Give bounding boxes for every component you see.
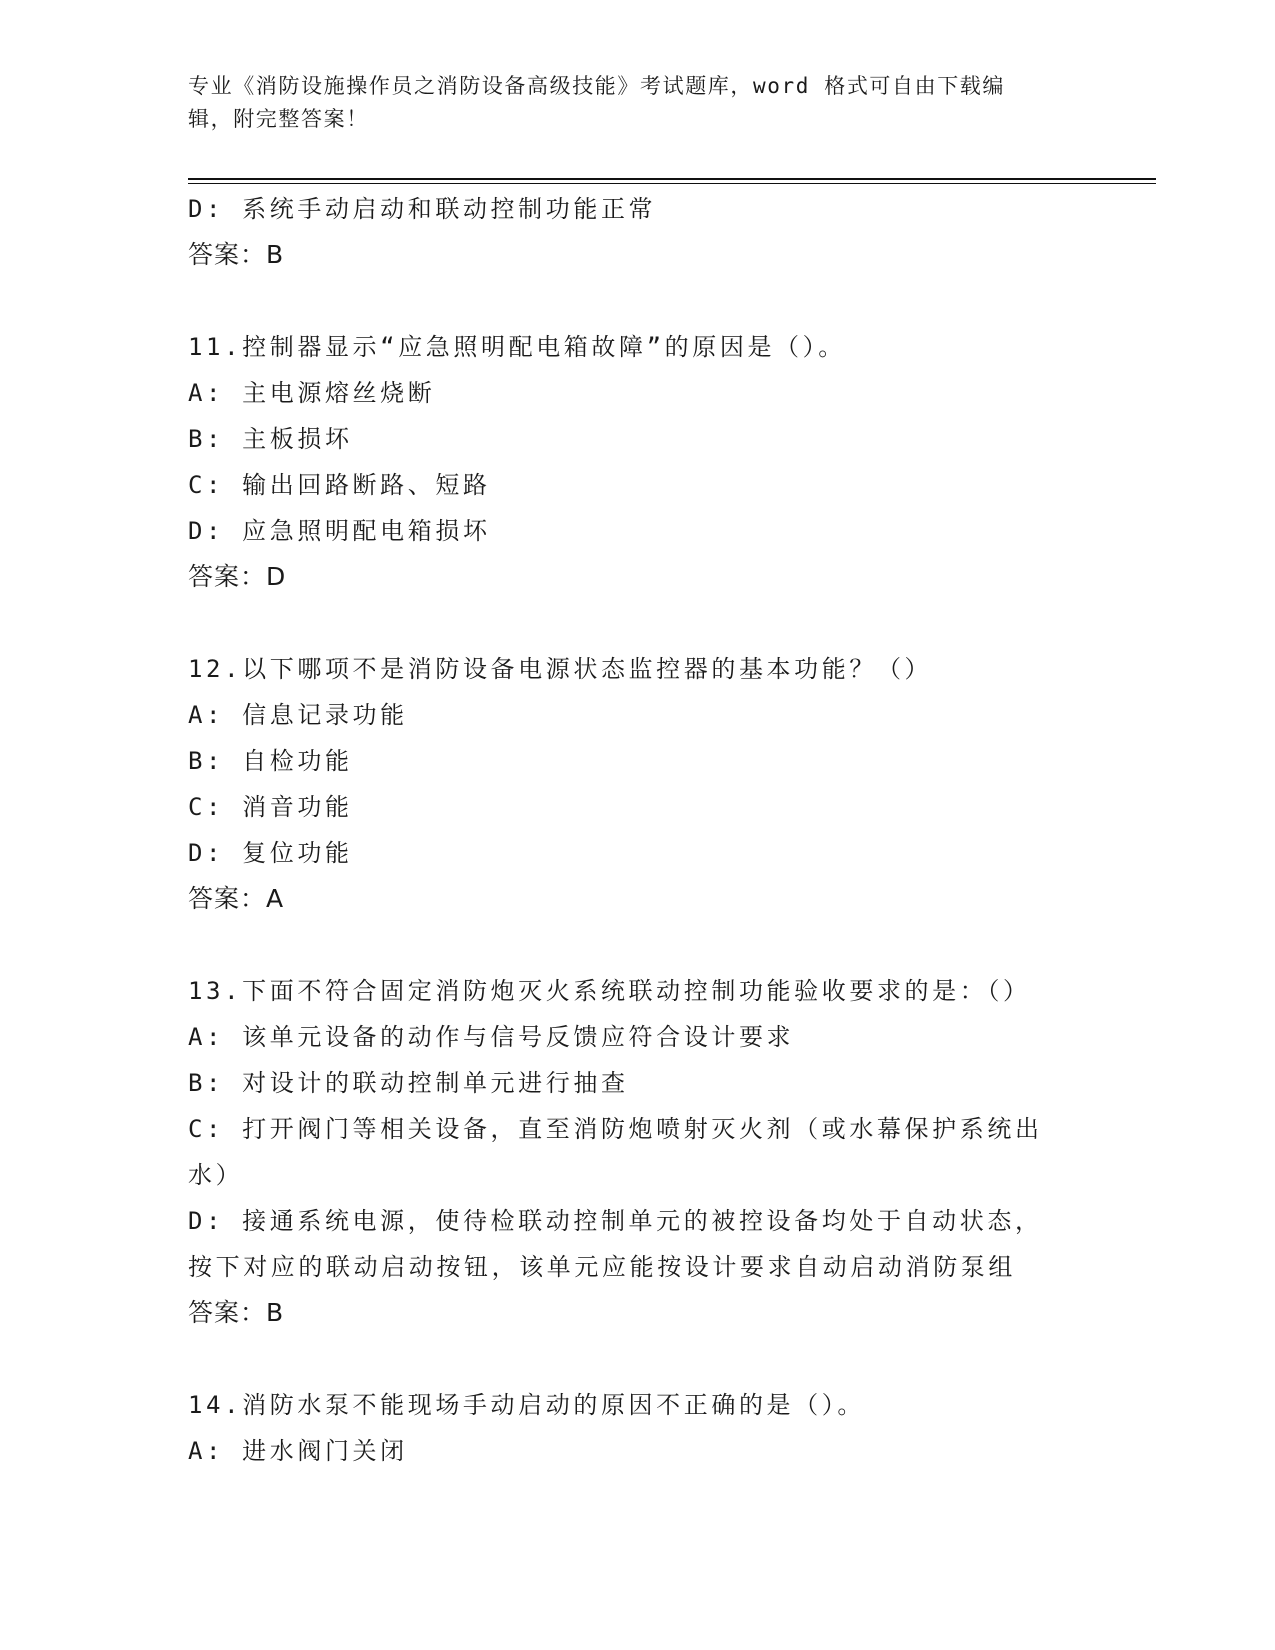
question-12 (188, 646, 1088, 922)
q13-option-c-line-2: 水） (188, 1161, 244, 1189)
q11-stem: 11.控制器显示“应急照明配电箱故障”的原因是（）。 (188, 333, 846, 361)
q10-option-d: D: 系统手动启动和联动控制功能正常 (188, 195, 657, 223)
q12-answer: 答案：A (188, 884, 285, 913)
q13-option-d-line-1: D: 接通系统电源，使待检联动控制单元的被控设备均处于自动状态， (188, 1207, 1043, 1235)
question-list (188, 186, 1088, 1474)
question-13 (188, 968, 1088, 1336)
q11-option-c: C: 输出回路断路、短路 (188, 471, 491, 499)
q11-option-d: D: 应急照明配电箱损坏 (188, 517, 491, 545)
q11-option-b: B: 主板损坏 (188, 425, 353, 453)
question-14 (188, 1382, 1088, 1474)
q14-option-a: A: 进水阀门关闭 (188, 1437, 408, 1465)
q13-option-b: B: 对设计的联动控制单元进行抽查 (188, 1069, 629, 1097)
document-header (188, 70, 1078, 136)
spacer (188, 600, 1088, 646)
q11-option-a: A: 主电源熔丝烧断 (188, 379, 436, 407)
q13-option-d-line-2: 按下对应的联动启动按钮，该单元应能按设计要求自动启动消防泵组 (188, 1253, 1016, 1281)
spacer (188, 922, 1088, 968)
q13-stem: 13.下面不符合固定消防炮灭火系统联动控制功能验收要求的是：（） (188, 977, 1031, 1005)
header-divider-thick (188, 178, 1156, 180)
header-line-1: 专业《消防设施操作员之消防设备高级技能》考试题库，word 格式可自由下载编 (188, 74, 1006, 98)
spacer (188, 1336, 1088, 1382)
question-10-tail (188, 186, 1088, 278)
q14-stem: 14.消防水泵不能现场手动启动的原因不正确的是（）。 (188, 1391, 865, 1419)
q12-option-c: C: 消音功能 (188, 793, 353, 821)
question-11 (188, 324, 1088, 600)
q12-option-b: B: 自检功能 (188, 747, 353, 775)
q10-answer: 答案：B (188, 240, 285, 269)
q11-answer: 答案：D (188, 562, 287, 591)
q13-option-c-line-1: C: 打开阀门等相关设备，直至消防炮喷射灭火剂（或水幕保护系统出 (188, 1115, 1043, 1143)
spacer (188, 278, 1088, 324)
q13-answer: 答案：B (188, 1298, 285, 1327)
q12-stem: 12.以下哪项不是消防设备电源状态监控器的基本功能？（） (188, 655, 933, 683)
q13-option-a: A: 该单元设备的动作与信号反馈应符合设计要求 (188, 1023, 795, 1051)
q12-option-d: D: 复位功能 (188, 839, 353, 867)
header-line-2: 辑，附完整答案！ (188, 107, 369, 131)
q12-option-a: A: 信息记录功能 (188, 701, 408, 729)
header-divider-thin (188, 183, 1156, 184)
